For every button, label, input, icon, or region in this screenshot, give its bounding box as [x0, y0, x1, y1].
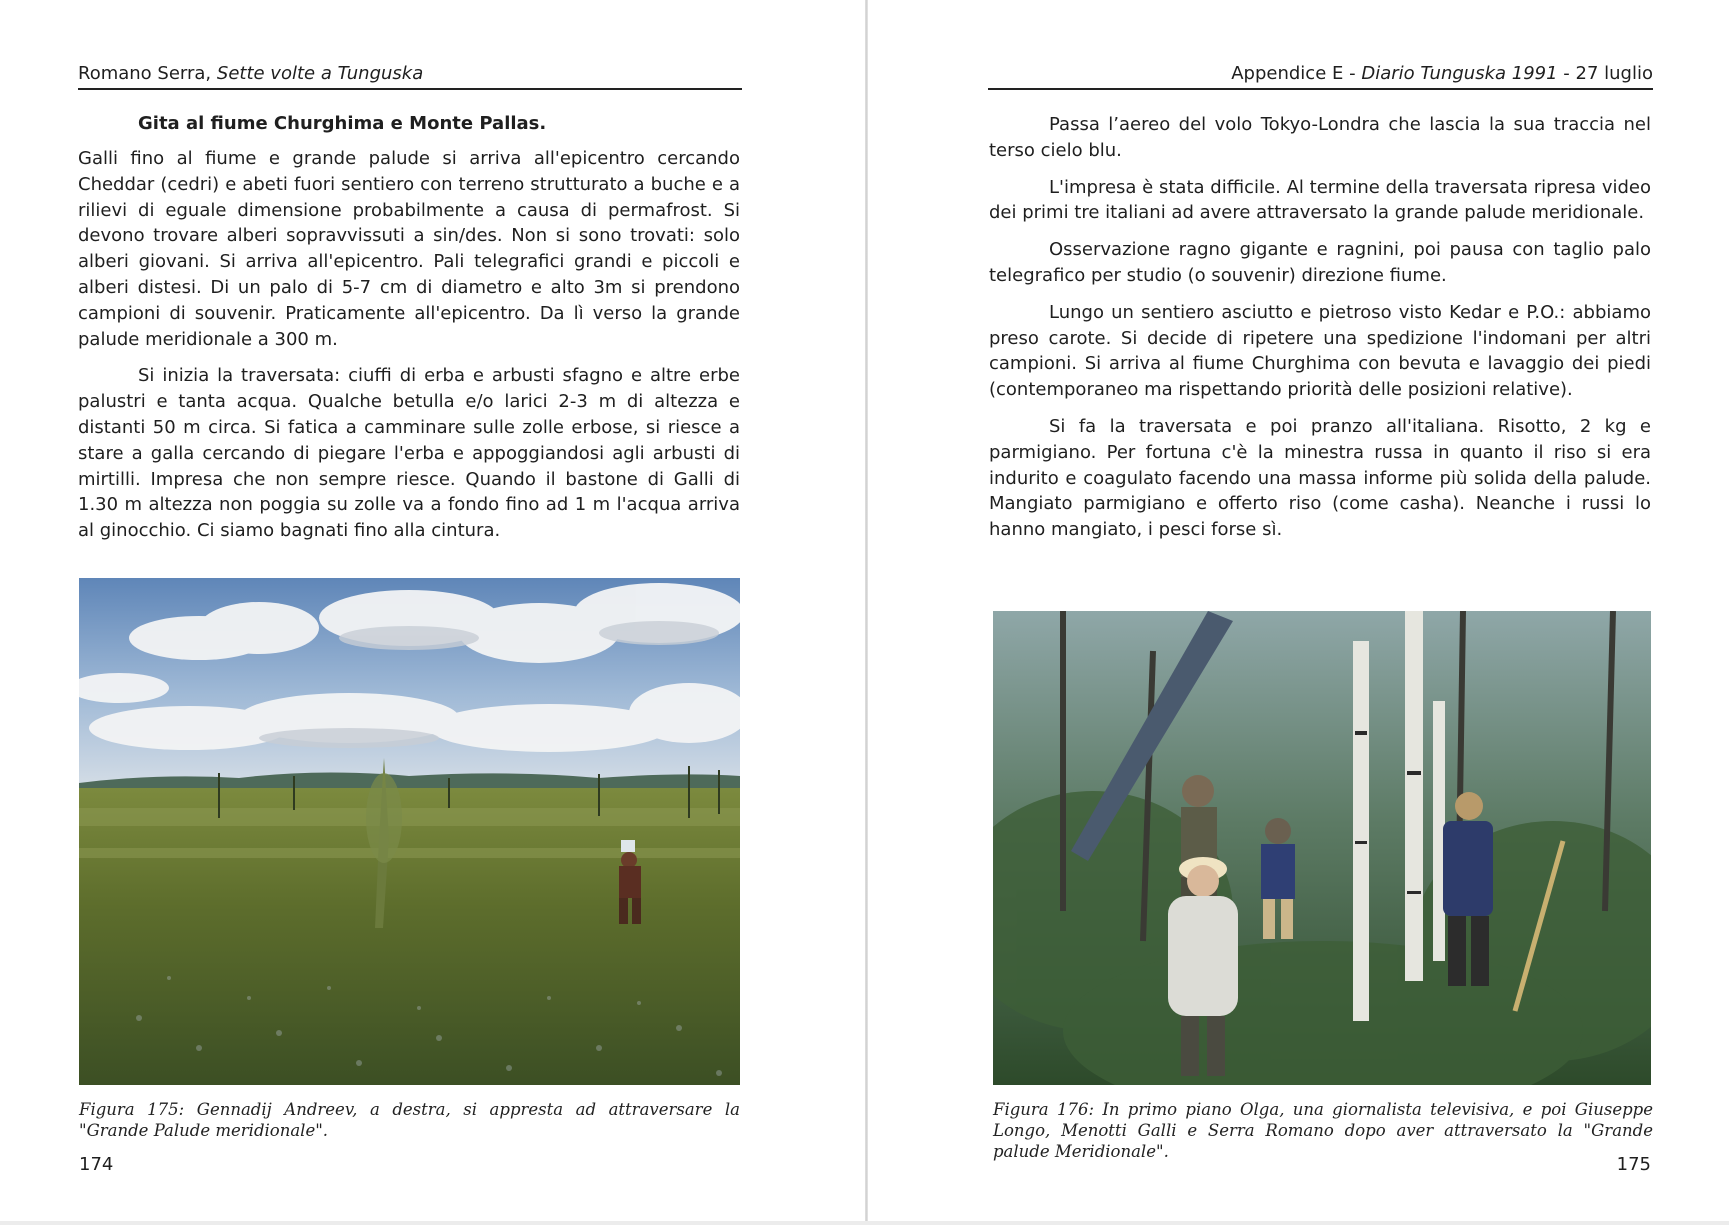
running-header-left: [78, 62, 742, 90]
figure-176-photo: [993, 611, 1651, 1085]
header-diary: Diario Tunguska 1991: [1361, 63, 1558, 84]
figure-176-caption: Figura 176: In primo piano Olga, una giornalista televisiva, e poi Giuseppe Longo, Menotti Galli e Serra Romano dopo aver attraversato la "Grande palude Meridionale".: [993, 1100, 1653, 1161]
section-title: Gita al fiume Churghima e Monte Pallas.: [138, 113, 547, 134]
left-body-text: [78, 112, 740, 555]
paragraph: Osservazione ragno gigante e ragnini, poi pausa con taglio palo telegrafico per studio (o souvenir) direzione fiume.: [989, 239, 1651, 286]
page-bottom-edge: [0, 1221, 1729, 1225]
header-appendix: Appendice E -: [1231, 63, 1356, 84]
paragraph: Lungo un sentiero asciutto e pietroso visto Kedar e P.O.: abbiamo preso carote. Si decide di ripetere una spedizione l'indomani per altri campioni. Si arriva al fiume Churghima con bevuta e lavaggio dei piedi (contemporaneo ma rispettando priorità delle posizioni relative).: [989, 301, 1651, 401]
header-author: Romano Serra,: [78, 63, 212, 84]
right-body-text: [989, 112, 1651, 554]
paragraph: Si inizia la traversata: ciuffi di erba e arbusti sfagno e altre erbe palustri e tanta acqua. Qualche betulla e/o larici 2-3 m di altezza e distanti 50 m circa. Si fatica a camminare sulle zolle erbose, si riesce a stare a galla cercando di piegare l'erba e appoggiandosi agli arbusti di mirtilli. Impresa che non sempre riesce. Quando il bastone di Galli di 1.30 m altezza non poggia su zolle va a fondo fino ad 1 m l'acqua arriva al ginocchio. Ci siamo bagnati fino alla cintura.: [78, 365, 740, 542]
header-date: - 27 luglio: [1563, 63, 1653, 84]
page-number-right: 175: [1616, 1154, 1651, 1175]
paragraph: Si fa la traversata e poi pranzo all'italiana. Risotto, 2 kg e parmigiano. Per fortuna c'è la minestra russa in quanto il riso si era indurito e coagulato facendo una massa informe più solida della palude. Mangiato parmigiano e offerto riso (come casha). Neanche i russi lo hanno mangiato, i pesci forse sì.: [989, 415, 1651, 541]
running-header-right: [988, 62, 1653, 90]
paragraph: Galli fino al fiume e grande palude si arriva all'epicentro cercando Cheddar (cedri) e abeti fuori sentiero con terreno strutturato a buche e a rilievi di eguale dimensione probabilmente a causa di permafrost. Si devono trovare alberi sopravvissuti a sin/des. Non si sono trovati: solo alberi giovani. Si arriva all'epicentro. Pali telegrafici grandi e piccoli e alberi distesi. Di un palo di 5-7 cm di diametro e alto 3m si prendono campioni di souvenir. Praticamente all'epicentro. Da lì verso la grande palude meridionale a 300 m.: [78, 148, 740, 350]
header-book-title: Sette volte a Tunguska: [216, 63, 424, 84]
paragraph: Passa l’aereo del volo Tokyo-Londra che lascia la sua traccia nel terso cielo blu.: [989, 114, 1651, 161]
figure-175-caption: Figura 175: Gennadij Andreev, a destra, si appresta ad attraversare la "Grande Palude meridionale".: [79, 1100, 740, 1140]
marsh-landscape-image: [79, 578, 740, 1085]
right-page: [868, 0, 1729, 1225]
forest-group-image: [993, 611, 1651, 1085]
paragraph: L'impresa è stata difficile. Al termine della traversata ripresa video dei primi tre italiani ad avere attraversato la grande palude meridionale.: [989, 176, 1651, 224]
page-number-left: 174: [79, 1154, 114, 1175]
figure-175-photo: [79, 578, 740, 1085]
